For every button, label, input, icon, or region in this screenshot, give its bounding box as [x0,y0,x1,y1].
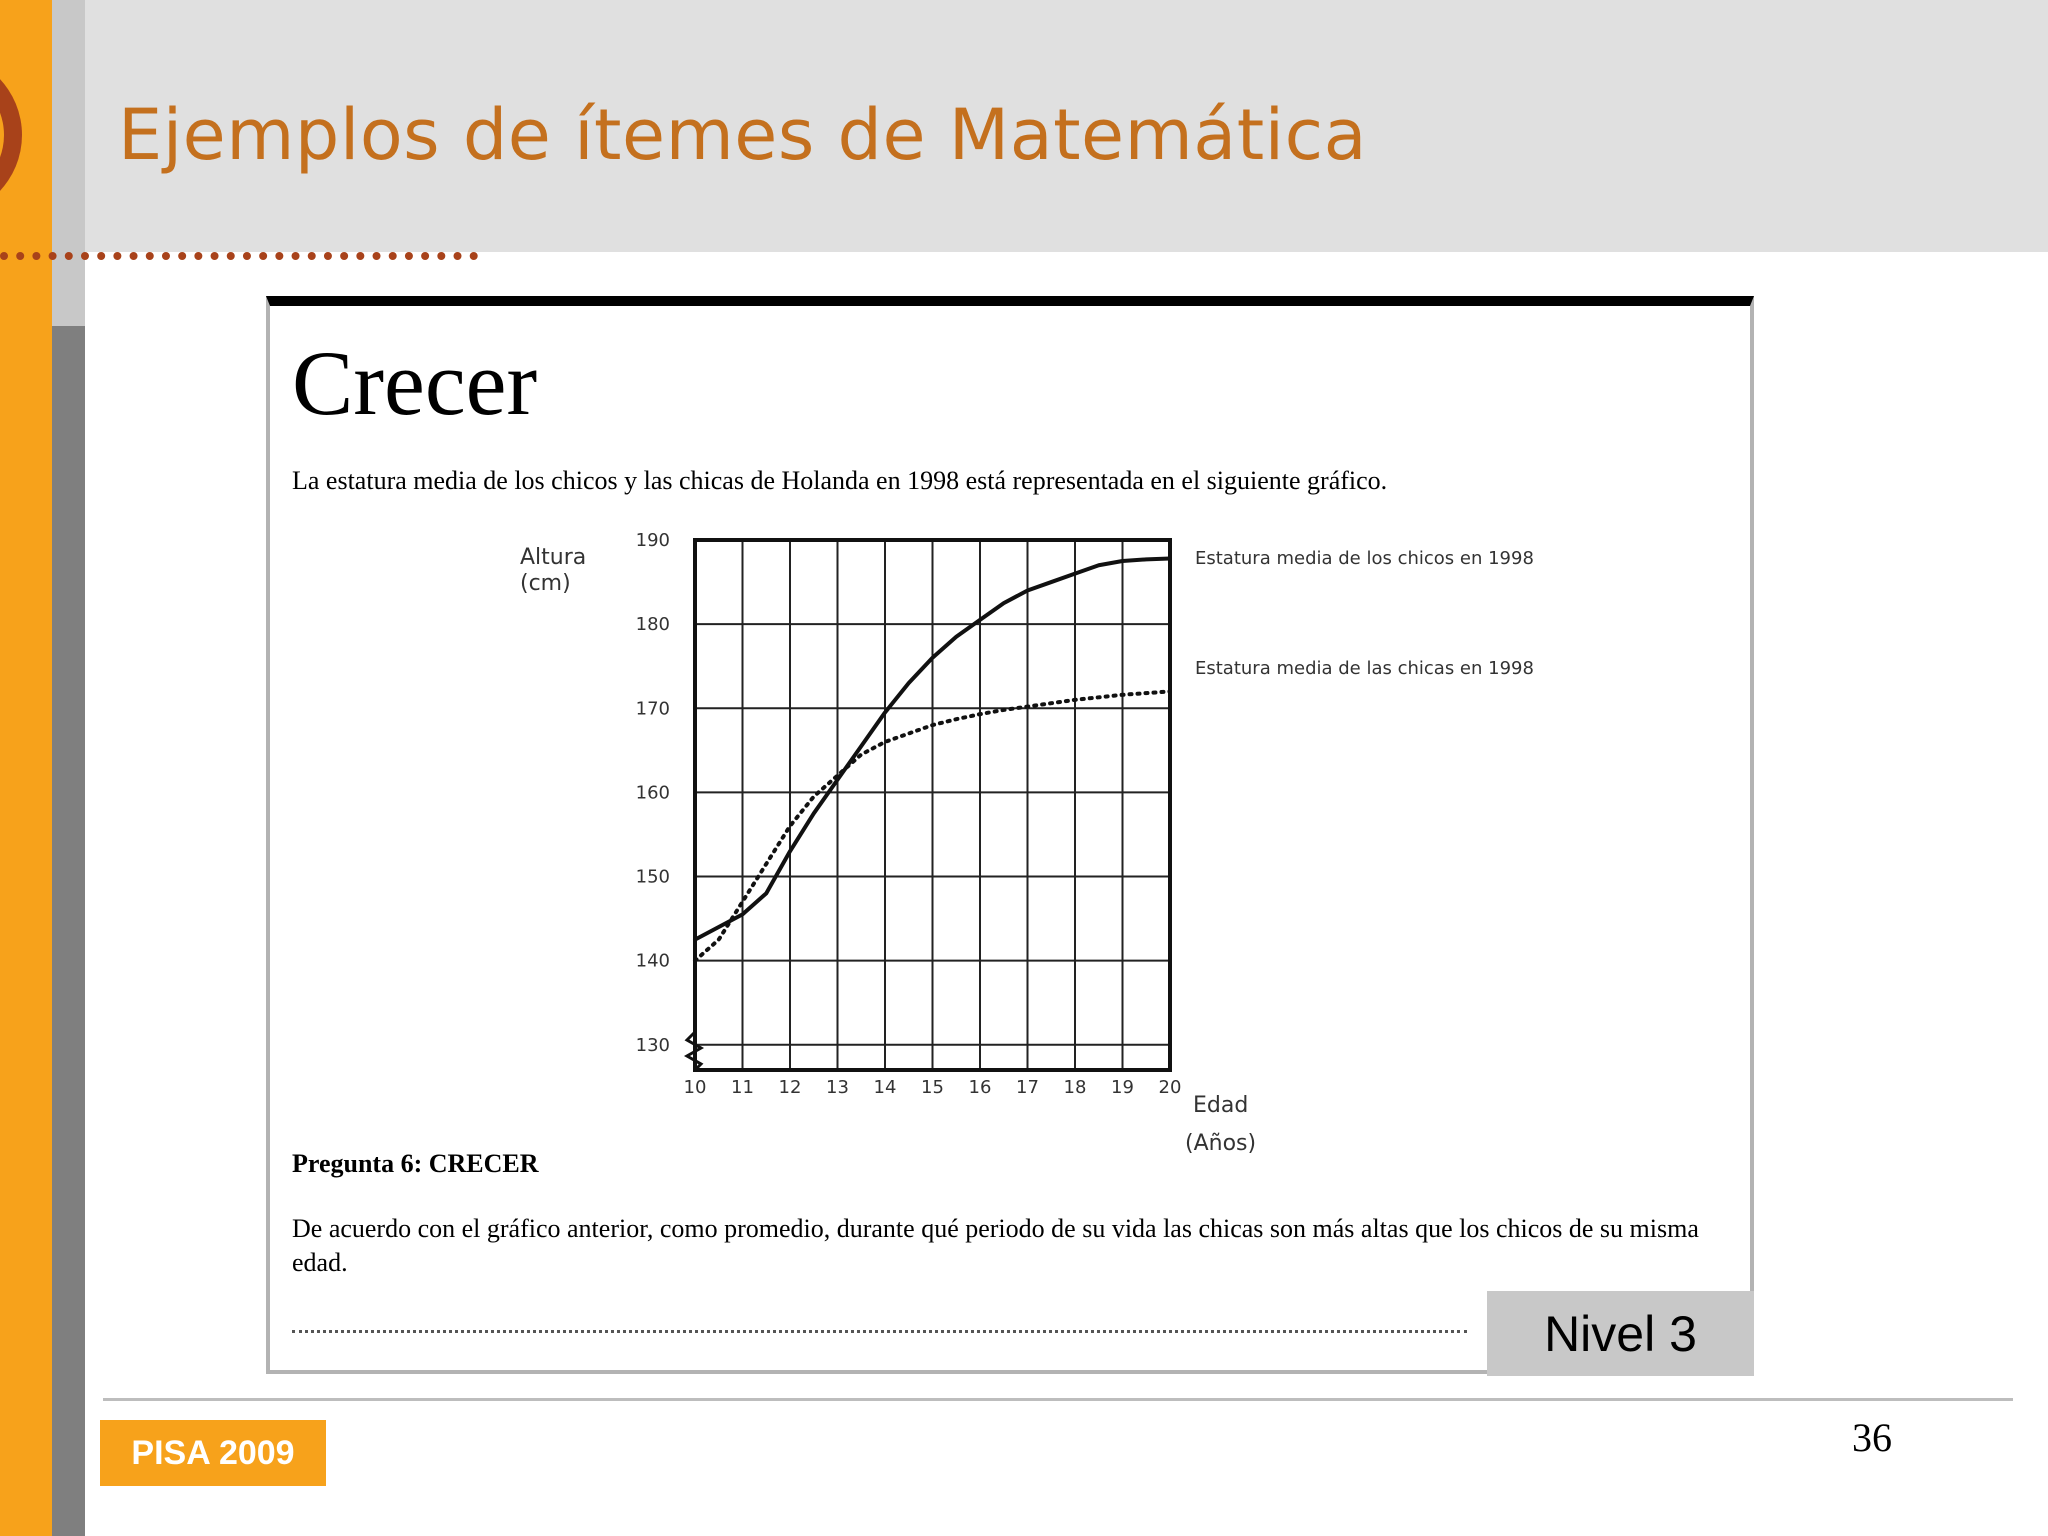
y-tick-label: 140 [635,950,670,972]
y-tick-label: 190 [635,530,670,551]
x-tick-label: 14 [873,1077,897,1098]
chart-grid [687,540,1170,1070]
y-axis-label: Altura [520,545,587,570]
chart-labels [520,545,1256,1156]
item-title: Crecer [292,332,538,434]
item-card [266,296,1754,1374]
series-label: Estatura media de los chicos en 1998 [1195,548,1534,569]
answer-line[interactable] [292,1330,1467,1333]
spiral-logo-icon [0,50,62,220]
x-tick-label: 20 [1158,1077,1182,1098]
slide-title: Ejemplos de ítemes de Matemática [118,94,1367,176]
footer-rule [103,1398,2013,1401]
y-tick-label: 150 [635,866,670,888]
y-tick-label: 180 [635,614,670,636]
x-tick-label: 13 [826,1077,849,1098]
level-badge: Nivel 3 [1487,1291,1754,1376]
x-tick-label: 18 [1063,1077,1087,1098]
x-axis-unit: (Años) [1185,1131,1257,1156]
item-intro: La estatura media de los chicos y las chicas de Holanda en 1998 está representada en el siguiente gráfico. [292,466,1388,495]
chart-ticks [636,530,1182,1098]
question-heading: Pregunta 6: CRECER [292,1149,539,1178]
x-axis-label: Edad [1193,1093,1249,1118]
y-tick-label: 170 [635,698,670,720]
page-number: 36 [1852,1415,1892,1460]
pisa-badge: PISA 2009 [100,1420,326,1486]
x-tick-label: 19 [1111,1077,1134,1098]
x-tick-label: 17 [1016,1077,1039,1098]
chart-series [695,548,1534,961]
left-accent-strip [0,0,52,1536]
question-text: De acuerdo con el gráfico anterior, como promedio, durante qué periodo de su vida las chicas son más altas que los chicos de su misma edad. [292,1214,1699,1277]
x-tick-label: 11 [731,1077,754,1098]
y-tick-label: 130 [635,1034,670,1056]
y-axis-unit: (cm) [520,571,571,596]
series-label: Estatura media de las chicas en 1998 [1195,658,1534,679]
title-dotted-rule [0,252,478,260]
x-tick-label: 12 [778,1077,802,1098]
x-tick-label: 16 [968,1077,992,1098]
y-tick-label: 160 [635,782,670,804]
x-tick-label: 10 [683,1077,707,1098]
height-chart [520,520,1620,1156]
x-tick-label: 15 [921,1077,944,1098]
